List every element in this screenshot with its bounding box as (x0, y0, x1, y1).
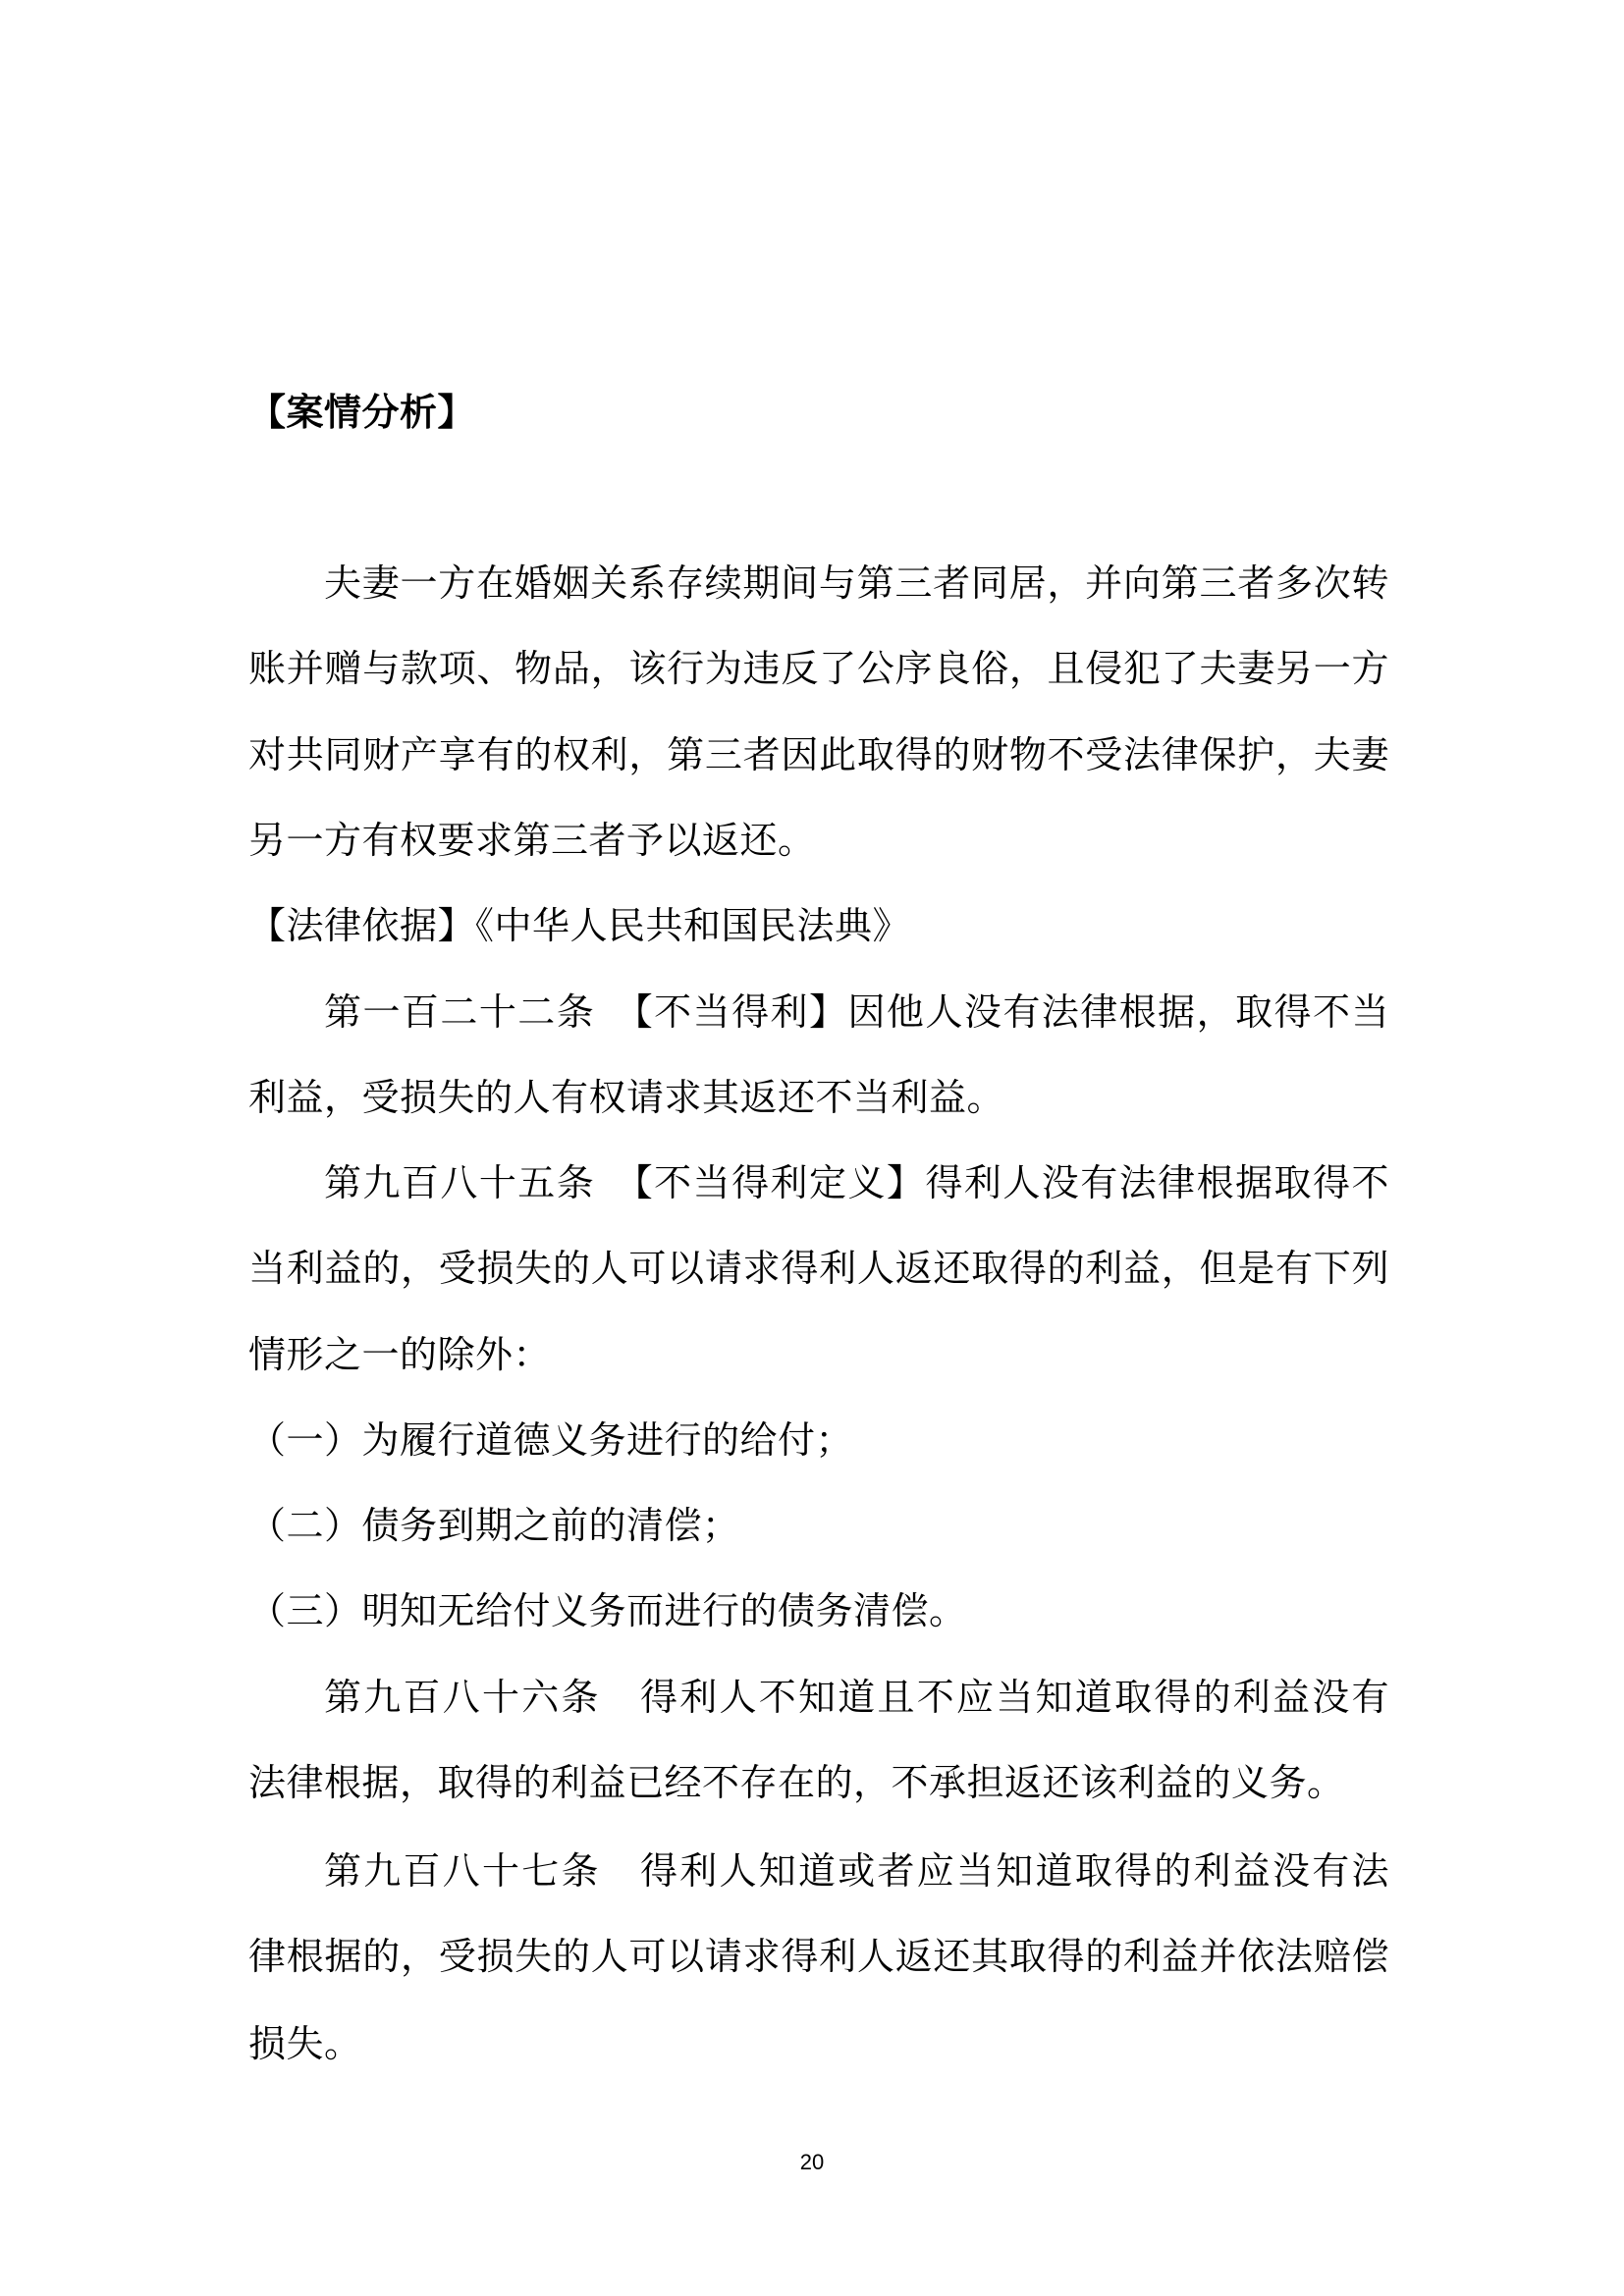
exception-item: （三）明知无给付义务而进行的债务清偿。 (248, 1589, 967, 1632)
article-122-line: 第一百二十二条 【不当得利】因他人没有法律根据，取得不当 (324, 990, 1389, 1034)
case-analysis-heading: 【案情分析】 (248, 391, 476, 434)
case-analysis-line: 另一方有权要求第三者予以返还。 (248, 819, 816, 862)
article-122-line: 利益，受损失的人有权请求其返还不当利益。 (248, 1076, 1005, 1119)
legal-basis-title: 【法律依据】《中华人民共和国民法典》 (248, 904, 911, 947)
article-985-line: 情形之一的除外： (248, 1333, 552, 1376)
case-analysis-line: 对共同财产享有的权利，第三者因此取得的财物不受法律保护，夫妻 (248, 733, 1389, 776)
exception-item: （二）债务到期之前的清偿； (248, 1504, 740, 1547)
case-analysis-line: 账并赠与款项、物品，该行为违反了公序良俗，且侵犯了夫妻另一方 (248, 647, 1389, 690)
article-986-line: 法律根据，取得的利益已经不存在的，不承担返还该利益的义务。 (248, 1761, 1345, 1804)
article-987-line: 损失。 (248, 2022, 362, 2065)
case-analysis-line: 夫妻一方在婚姻关系存续期间与第三者同居，并向第三者多次转 (324, 561, 1389, 605)
article-986-line: 第九百八十六条 得利人不知道且不应当知道取得的利益没有 (324, 1676, 1389, 1719)
exception-item: （一）为履行道德义务进行的给付； (248, 1418, 854, 1462)
article-987-line: 律根据的，受损失的人可以请求得利人返还其取得的利益并依法赔偿 (248, 1935, 1389, 1978)
article-985-line: 第九百八十五条 【不当得利定义】得利人没有法律根据取得不 (324, 1161, 1389, 1204)
article-985-line: 当利益的，受损失的人可以请求得利人返还取得的利益，但是有下列 (248, 1247, 1389, 1290)
article-987-line: 第九百八十七条 得利人知道或者应当知道取得的利益没有法 (324, 1849, 1389, 1893)
page-number: 20 (799, 2150, 825, 2174)
